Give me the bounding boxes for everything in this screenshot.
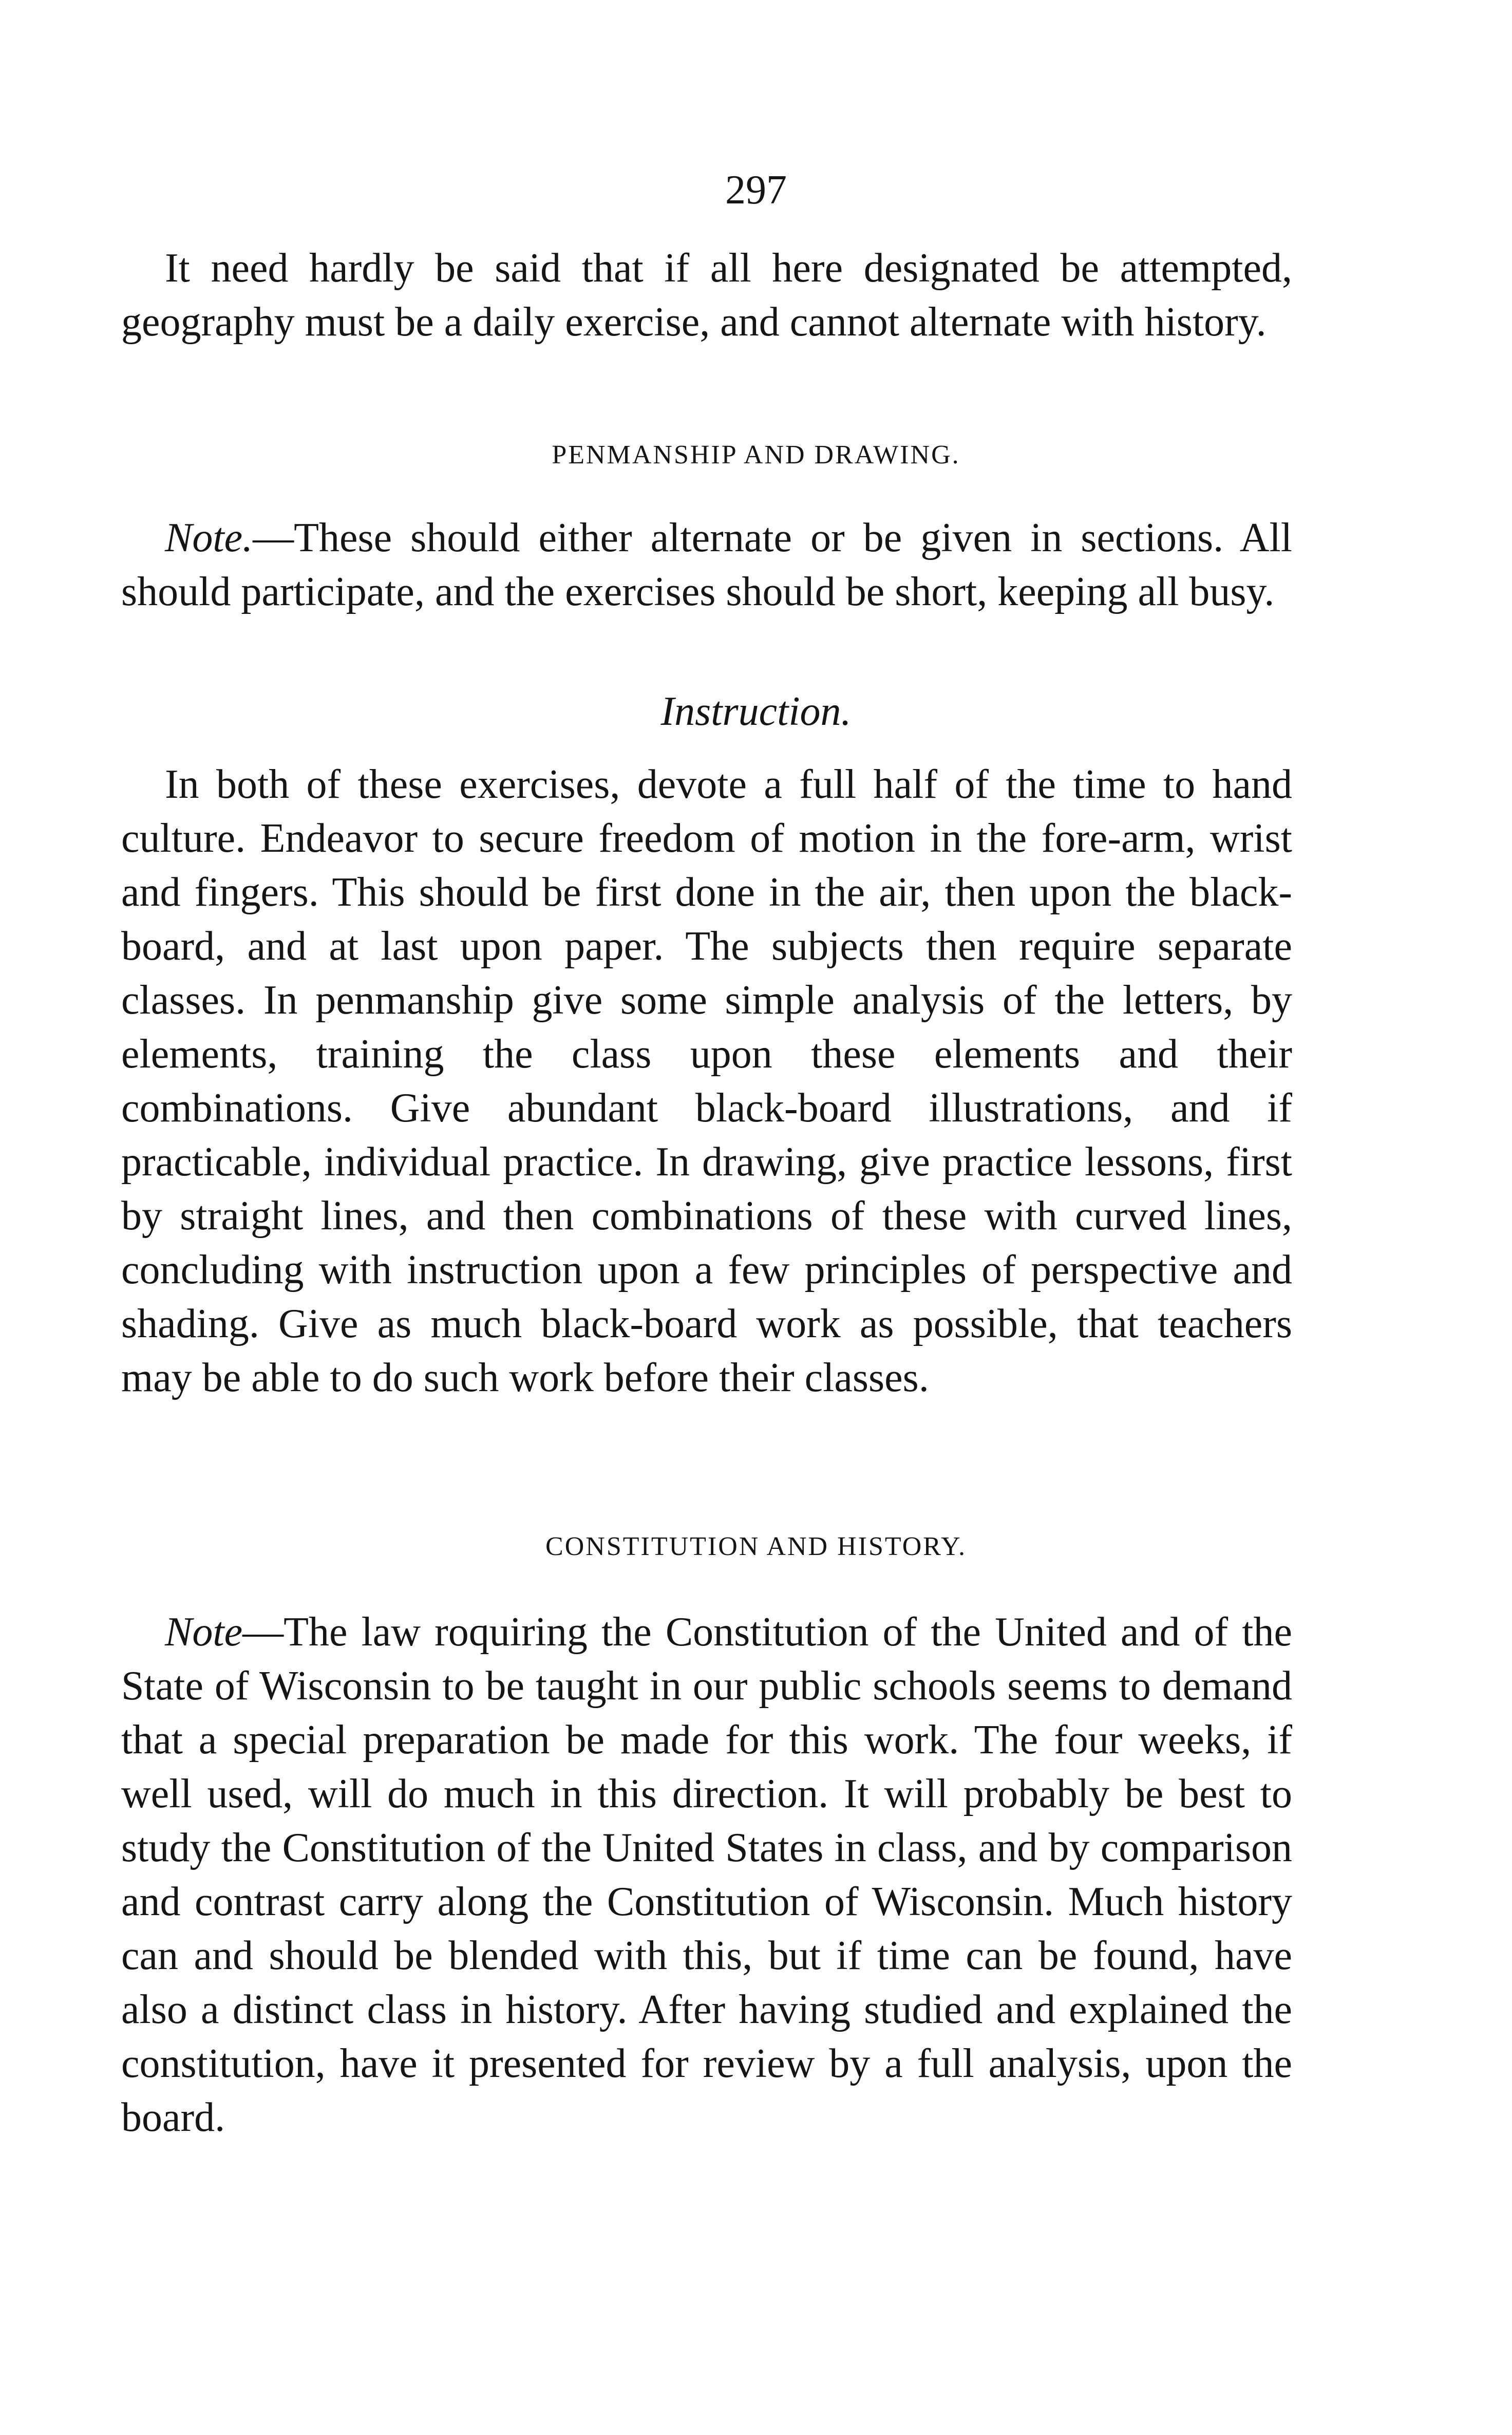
penmanship-note-label: Note. [165, 515, 253, 560]
constitution-heading: CONSTITUTION AND HISTORY. [545, 1532, 967, 1561]
penmanship-note [121, 511, 1292, 619]
constitution-note-label: Note [165, 1609, 243, 1655]
instruction-subheading: Instruction. [660, 689, 852, 734]
penmanship-heading: PENMANSHIP AND DRAWING. [552, 440, 960, 470]
constitution-note-text: —The law roquiring the Constitution of the United and of the State of Wisconsin to be taught in our public schools seems to demand that a special preparation be made for this work. The four weeks, if well used, will do much in this direction. It will probably be best to study the Constitution of the United States in class, and by comparison and contrast carry along the Constitution of Wisconsin. Much history can and should be blended with this, but if time can be found, have also a distinct class in history. After having studied and explained the constitution, have it presented for review by a full analysis, upon the board. [121, 1609, 1292, 2140]
page-number: 297 [725, 167, 787, 213]
penmanship-note-text: —These should either alternate or be given in sections. All should participate, and the exercises should be short, keeping all busy. [121, 515, 1292, 614]
intro-paragraph: It need hardly be said that if all here designated be attempted, geography must be a daily exercise, and cannot alternate with history. [121, 246, 1292, 345]
instruction-paragraph: In both of these exercises, devote a full half of the time to hand culture. Endeavor to secure freedom of motion in the fore-arm, wrist and fingers. This should be first done in the air, then upon the black-board, and at last upon paper. The subjects then require separate classes. In penmanship give some simple analysis of the letters, by elements, training the class upon these elements and their combinations. Give abundant black-board illustrations, and if practicable, individual practice. In drawing, give practice lessons, first by straight lines, and then combinations of these with curved lines, concluding with instruction upon a few principles of perspective and shading. Give as much black-board work as possible, that teachers may be able to do such work before their classes. [121, 762, 1292, 1400]
constitution-note [121, 1605, 1292, 2145]
